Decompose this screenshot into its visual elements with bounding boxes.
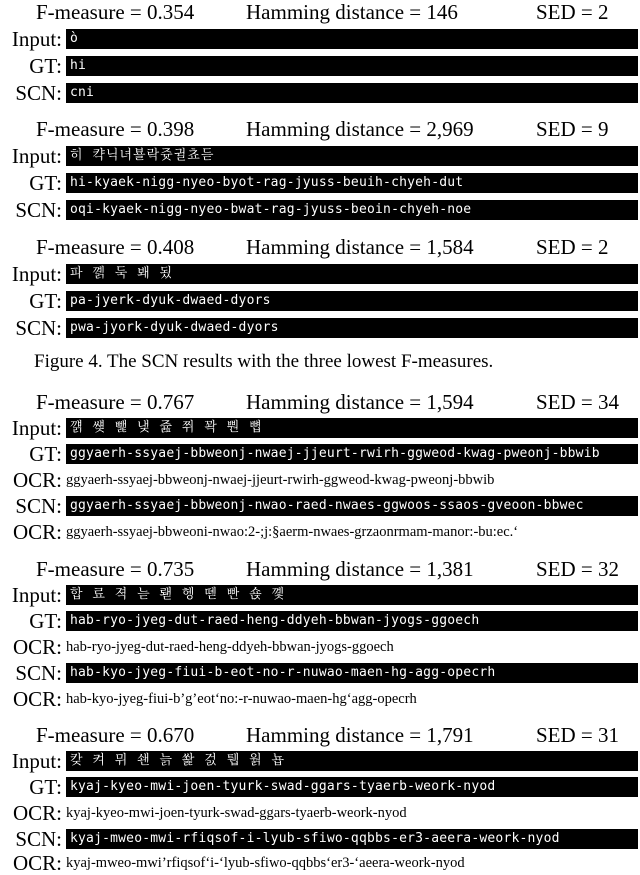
- scn-label: SCN:: [15, 81, 62, 105]
- gt-row: [0, 609, 640, 633]
- hamming-distance: Hamming distance = 1,584: [246, 235, 474, 259]
- stats-line: [0, 723, 640, 747]
- input-label: Input:: [11, 583, 62, 607]
- f-measure: F-measure = 0.354: [36, 0, 195, 24]
- input-image: 꺩 썢 뺉 냊 쥺 쮜 꽉 뿬 뼙: [66, 418, 638, 438]
- gt-image: kyaj-kyeo-mwi-joen-tyurk-swad-ggars-tyaerb-weork-nyod: [66, 777, 638, 797]
- gt-image: hab-ryo-jyeg-dut-raed-heng-ddyeh-bbwan-jyogs-ggoech: [66, 611, 638, 631]
- hamming-distance: Hamming distance = 1,791: [246, 723, 474, 747]
- gt-ocr-row: [0, 801, 640, 825]
- input-image: ò: [66, 29, 638, 49]
- input-row: [0, 416, 640, 440]
- input-row: [0, 27, 640, 51]
- scn-row: [0, 827, 640, 851]
- stats-line: [0, 0, 640, 24]
- input-image: 파 꼙 둑 봬 됬: [66, 264, 638, 284]
- input-label: Input:: [11, 262, 62, 286]
- sed: SED = 32: [536, 557, 620, 581]
- gt-row: [0, 289, 640, 313]
- stats-line: [0, 235, 640, 259]
- gt-image: hi: [66, 56, 638, 76]
- gt-ocr-text: kyaj-kyeo-mwi-joen-tyurk-swad-ggars-tyaerb-weork-nyod: [66, 805, 407, 821]
- input-row: [0, 749, 640, 773]
- gt-row: [0, 54, 640, 78]
- hamming-distance: Hamming distance = 1,594: [246, 390, 474, 414]
- gt-label: GT:: [29, 775, 62, 799]
- input-label: Input:: [11, 416, 62, 440]
- sed: SED = 31: [536, 723, 620, 747]
- gt-label: GT:: [29, 54, 62, 78]
- scn-row: [0, 198, 640, 222]
- sed: SED = 34: [536, 390, 620, 414]
- scn-ocr-row: [0, 687, 640, 711]
- scn-image: cni: [66, 83, 638, 103]
- f-measure: F-measure = 0.670: [36, 723, 195, 747]
- scn-label: SCN:: [15, 494, 62, 518]
- input-image: 캊 켜 뮈 쇈 늙 쐁 걼 퉵 웕 뇹: [66, 751, 638, 771]
- sed: SED = 2: [536, 0, 609, 24]
- f-measure: F-measure = 0.398: [36, 117, 195, 141]
- hamming-distance: Hamming distance = 2,969: [246, 117, 474, 141]
- stats-line: [0, 557, 640, 581]
- input-label: Input:: [11, 144, 62, 168]
- gt-label: GT:: [29, 289, 62, 313]
- gt-label: GT:: [29, 171, 62, 195]
- scn-ocr-row: [0, 520, 640, 544]
- scn-ocr-text: hab-kyo-jyeg-fiui-b’g’eot‘no:-r-nuwao-maen-hg‘agg-opecrh: [66, 691, 417, 707]
- scn-ocr-row: [0, 851, 640, 875]
- stats-line: [0, 390, 640, 414]
- sed: SED = 2: [536, 235, 609, 259]
- stats-line: [0, 117, 640, 141]
- scn-label: SCN:: [15, 827, 62, 851]
- scn-image: oqi-kyaek-nigg-nyeo-bwat-rag-jyuss-beoin-chyeh-noe: [66, 200, 638, 220]
- gt-row: [0, 775, 640, 799]
- scn-label: SCN:: [15, 661, 62, 685]
- scn-row: [0, 81, 640, 105]
- scn-ocr-text: ggyaerh-ssyaej-bbweoni-nwao:2-;j:§aerm-nwaes-grzaonrmam-manor:-bu:ec.‘: [66, 524, 519, 540]
- gt-image: hi-kyaek-nigg-nyeo-byot-rag-jyuss-beuih-chyeh-dut: [66, 173, 638, 193]
- scn-label: SCN:: [15, 198, 62, 222]
- scn-row: [0, 316, 640, 340]
- scn-label: SCN:: [15, 316, 62, 340]
- gt-image: pa-jyerk-dyuk-dwaed-dyors: [66, 291, 638, 311]
- f-measure: F-measure = 0.735: [36, 557, 195, 581]
- input-image: 합 료 젹 늗 뢛 헹 뗻 빤 숁 꼧: [66, 585, 638, 605]
- gt-row: [0, 442, 640, 466]
- ocr-label: OCR:: [12, 851, 62, 875]
- ocr-label: OCR:: [12, 687, 62, 711]
- figure-caption: Figure 4. The SCN results with the three lowest F-measures.: [34, 351, 494, 372]
- scn-image: pwa-jyork-dyuk-dwaed-dyors: [66, 318, 638, 338]
- hamming-distance: Hamming distance = 146: [246, 0, 458, 24]
- scn-row: [0, 494, 640, 518]
- input-label: Input:: [11, 27, 62, 51]
- gt-label: GT:: [29, 442, 62, 466]
- sed: SED = 9: [536, 117, 609, 141]
- scn-row: [0, 661, 640, 685]
- f-measure: F-measure = 0.408: [36, 235, 195, 259]
- f-measure: F-measure = 0.767: [36, 390, 195, 414]
- gt-ocr-row: [0, 468, 640, 492]
- scn-image: kyaj-mweo-mwi-rfiqsof-i-lyub-sfiwo-qqbbs-er3-aeera-weork-nyod: [66, 829, 638, 849]
- gt-row: [0, 171, 640, 195]
- ocr-label: OCR:: [12, 520, 62, 544]
- input-image: 히 캭닉녀뵬락쥿귈쵸듣: [66, 146, 638, 166]
- scn-image: hab-kyo-jyeg-fiui-b-eot-no-r-nuwao-maen-hg-agg-opecrh: [66, 663, 638, 683]
- input-row: [0, 262, 640, 286]
- ocr-label: OCR:: [12, 801, 62, 825]
- gt-ocr-text: ggyaerh-ssyaej-bbweonj-nwaej-jjeurt-rwirh-ggweod-kwag-pweonj-bbwib: [66, 472, 495, 488]
- input-row: [0, 583, 640, 607]
- ocr-label: OCR:: [12, 468, 62, 492]
- gt-image: ggyaerh-ssyaej-bbweonj-nwaej-jjeurt-rwirh-ggweod-kwag-pweonj-bbwib: [66, 444, 638, 464]
- gt-label: GT:: [29, 609, 62, 633]
- scn-ocr-text: kyaj-mweo-mwi’rfiqsof‘i-‘lyub-sfiwo-qqbbs‘er3-‘aeera-weork-nyod: [66, 855, 465, 871]
- input-row: [0, 144, 640, 168]
- hamming-distance: Hamming distance = 1,381: [246, 557, 474, 581]
- ocr-label: OCR:: [12, 635, 62, 659]
- gt-ocr-text: hab-ryo-jyeg-dut-raed-heng-ddyeh-bbwan-jyogs-ggoech: [66, 639, 394, 655]
- input-label: Input:: [11, 749, 62, 773]
- scn-image: ggyaerh-ssyaej-bbweonj-nwao-raed-nwaes-ggwoos-ssaos-gveoon-bbwec: [66, 496, 638, 516]
- gt-ocr-row: [0, 635, 640, 659]
